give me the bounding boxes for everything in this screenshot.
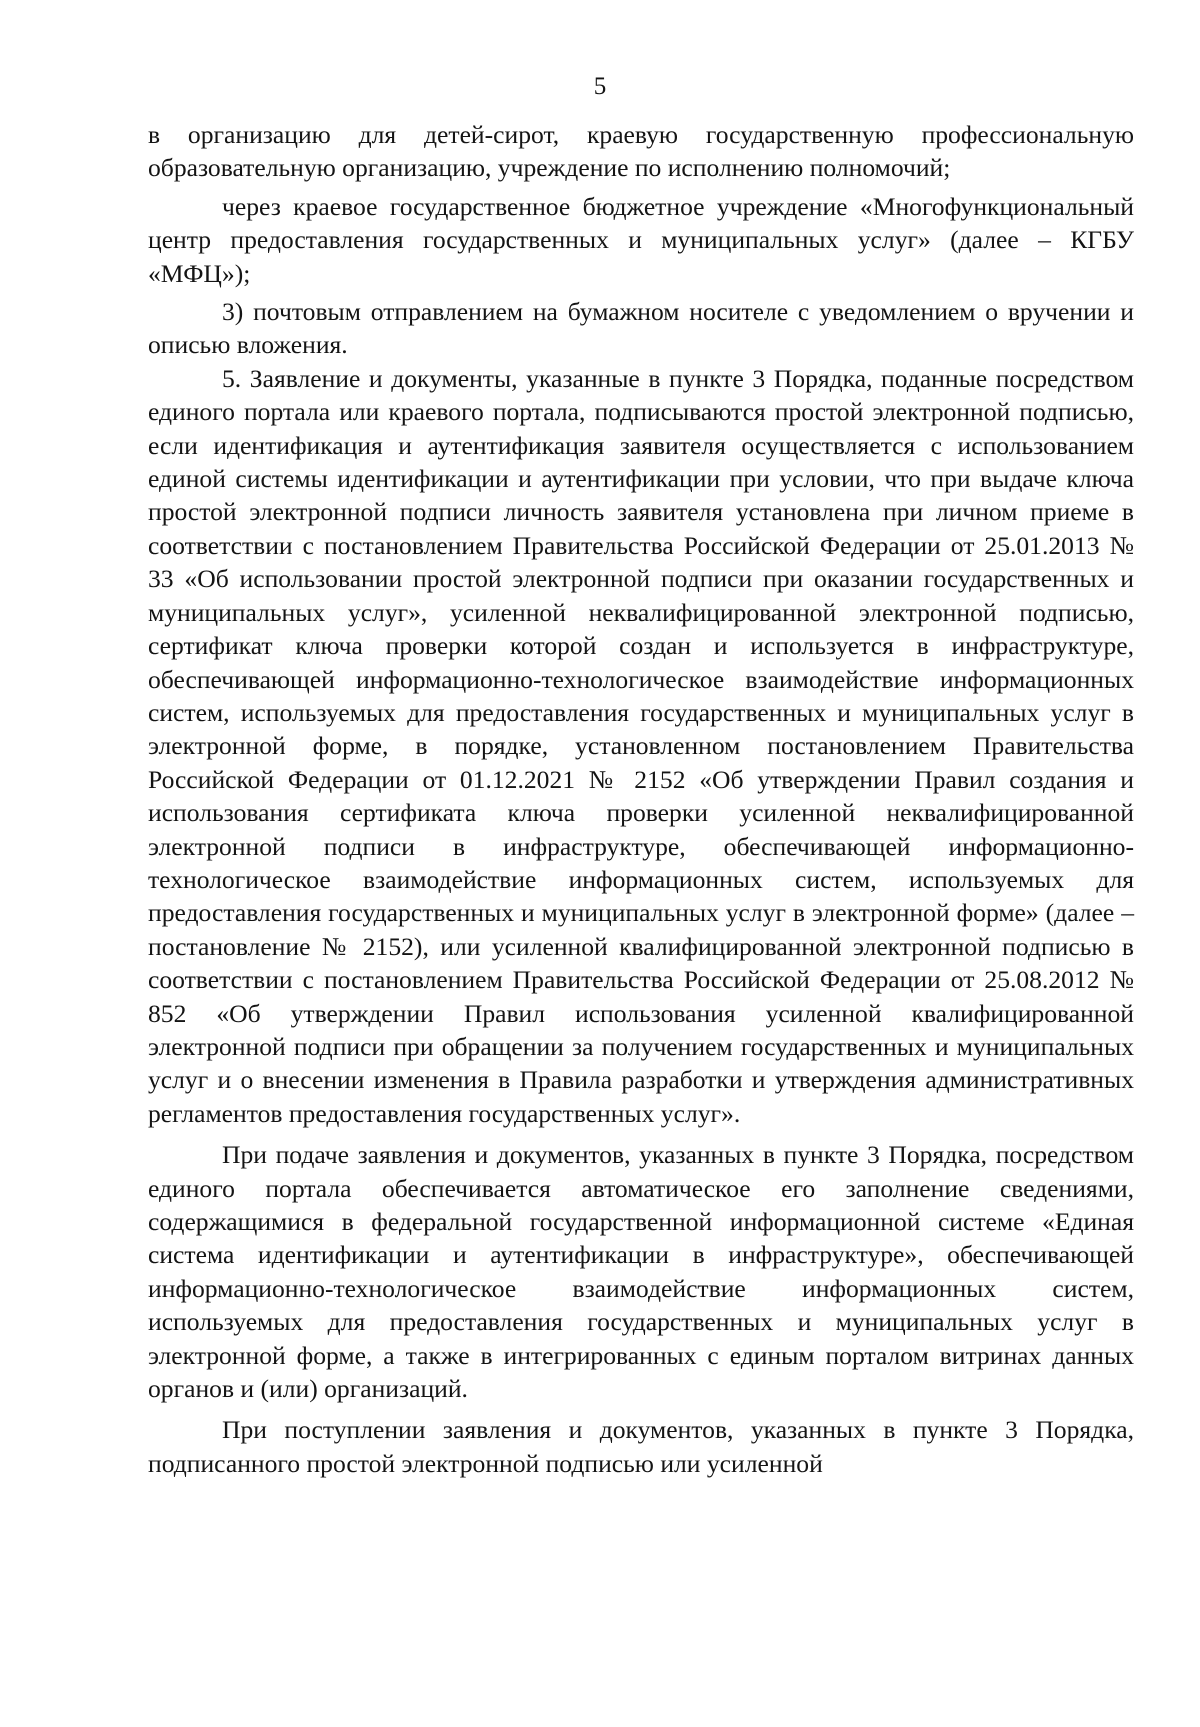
paragraph-mfc-submission: через краевое государственное бюджетное учреждение «Многофункциональный центр предоставления государственных и муниципальных услуг» (далее – КГБУ «МФЦ»); [148,191,1134,288]
paragraph-organization-continuation: в организацию для детей-сирот, краевую государственную профессиональную образовательную организацию, учреждение по исполнению полномочий; [148,120,1134,183]
paragraph-single-portal-autofill: При подаче заявления и документов, указанных в пункте 3 Порядка, посредством единого портала обеспечивается автоматическое его заполнение сведениями, содержащимися в федеральной государственной информационной системе «Единая система идентификации и аутентификации в инфраструктуре», обеспечивающей информационно-технологическое взаимодействие информационных систем, используемых для предоставления государственных и муниципальных услуг в электронной форме, а также в интегрированных с единым порталом витринах данных органов и (или) организаций. [148,1140,1134,1404]
paragraph-item-5-electronic-signature: 5. Заявление и документы, указанные в пункте 3 Порядка, поданные посредством единого портала или краевого портала, подписываются простой электронной подписью, если идентификация и аутентификация заявителя осуществляется с использованием единой системы идентификации и аутентификации при условии, что при выдаче ключа простой электронной подписи личность заявителя установлена при личном приеме в соответствии с постановлением Правительства Российской Федерации от 25.01.2013 № 33 «Об использовании простой электронной подписи при оказании государственных и муниципальных услуг», усиленной неквалифицированной электронной подписью, сертификат ключа проверки которой создан и используется в инфраструктуре, обеспечивающей информационно-технологическое взаимодействие информационных систем, используемых для предоставления государственных и муниципальных услуг в электронной форме, в порядке, установленном постановлением Правительства Российской Федерации от 01.12.2021 № 2152 «Об утверждении Правил создания и использования сертификата ключа проверки усиленной неквалифицированной электронной подписи в инфраструктуре, обеспечивающей информационно-технологическое взаимодействие информационных систем, используемых для предоставления государственных и муниципальных услуг в электронной форме» (далее – постановление № 2152), или усиленной квалифицированной электронной подписью в соответствии с постановлением Правительства Российской Федерации от 25.08.2012 № 852 «Об утверждении Правил использования усиленной квалифицированной электронной подписи при обращении за получением государственных и муниципальных услуг и о внесении изменения в Правила разработки и утверждения административных регламентов предоставления государственных услуг». [148,363,1134,1128]
paragraph-postal-submission: 3) почтовым отправлением на бумажном носителе с уведомлением о вручении и описью вложения. [148,297,1134,360]
document-body [148,118,1134,1480]
paragraph-receipt-of-application: При поступлении заявления и документов, указанных в пункте 3 Порядка, подписанного простой электронной подписью или усиленной [148,1415,1134,1478]
page-number: 5 [593,73,607,100]
